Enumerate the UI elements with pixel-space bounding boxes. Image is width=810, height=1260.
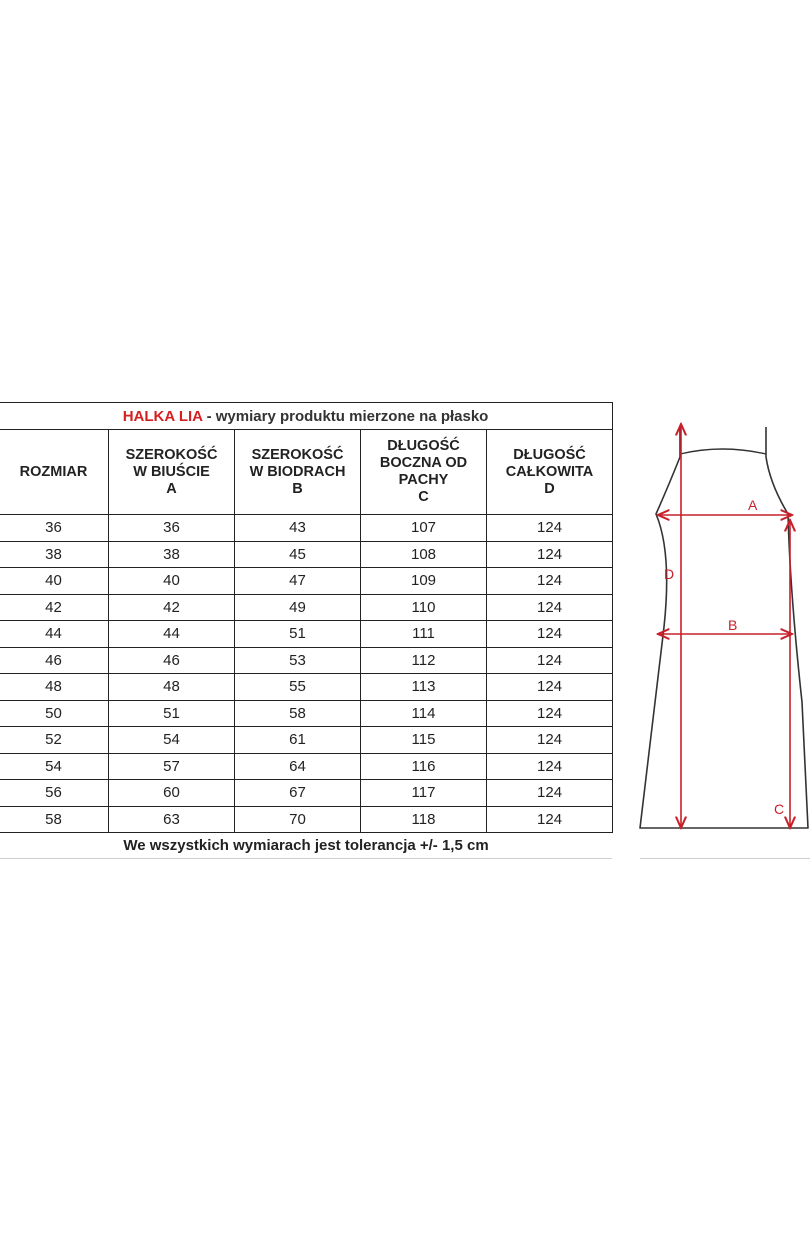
table-cell: 118 [361, 806, 487, 833]
table-cell: 109 [361, 568, 487, 595]
header-line: DŁUGOŚĆ [513, 446, 586, 463]
table-cell: 108 [361, 541, 487, 568]
table-cell: 58 [235, 700, 361, 727]
table-cell: 124 [487, 674, 613, 701]
table-cell: 51 [235, 621, 361, 648]
table-cell: 124 [487, 700, 613, 727]
header-line: SZEROKOŚĆ [251, 446, 344, 463]
size-chart [0, 402, 810, 862]
header-hip-width [235, 430, 361, 515]
table-cell: 110 [361, 594, 487, 621]
table-cell: 48 [109, 674, 235, 701]
table-cell: 114 [361, 700, 487, 727]
table-row [0, 594, 613, 621]
table-cell: 58 [0, 806, 109, 833]
label-b: B [728, 617, 738, 633]
table-cell: 54 [109, 727, 235, 754]
table-cell: 50 [0, 700, 109, 727]
table-cell: 57 [109, 753, 235, 780]
header-line: SZEROKOŚĆ [125, 446, 218, 463]
table-cell: 44 [109, 621, 235, 648]
table-cell: 124 [487, 541, 613, 568]
table-row [0, 647, 613, 674]
table-cell: 40 [0, 568, 109, 595]
table-cell: 42 [109, 594, 235, 621]
table-cell: 116 [361, 753, 487, 780]
table-cell: 61 [235, 727, 361, 754]
table-cell: 36 [0, 515, 109, 542]
header-line: PACHY [398, 472, 449, 488]
header-line: C [418, 489, 429, 505]
table-cell: 63 [109, 806, 235, 833]
table-cell: 44 [0, 621, 109, 648]
table-row [0, 780, 613, 807]
label-c: C [774, 801, 785, 817]
table-cell: 53 [235, 647, 361, 674]
header-line: W BIUŚCIE [133, 463, 210, 480]
table-cell: 45 [235, 541, 361, 568]
header-line: ROZMIAR [19, 463, 88, 480]
table-cell: 46 [0, 647, 109, 674]
table-row [0, 806, 613, 833]
table-cell: 113 [361, 674, 487, 701]
table-cell: 115 [361, 727, 487, 754]
table-row [0, 568, 613, 595]
table-cell: 43 [235, 515, 361, 542]
table-cell: 36 [109, 515, 235, 542]
header-line: D [544, 480, 555, 497]
table-cell: 124 [487, 647, 613, 674]
table-cell: 124 [487, 621, 613, 648]
table-cell: 112 [361, 647, 487, 674]
table-title [0, 403, 613, 430]
header-line: A [166, 480, 177, 497]
table-cell: 38 [0, 541, 109, 568]
table-cell: 49 [235, 594, 361, 621]
divider-line [0, 858, 612, 859]
header-line: BOCZNA OD [379, 455, 468, 471]
table-cell: 124 [487, 753, 613, 780]
table-row [0, 674, 613, 701]
table-row [0, 727, 613, 754]
header-size [0, 430, 109, 515]
table-cell: 60 [109, 780, 235, 807]
label-d: D [664, 566, 675, 582]
table-row [0, 621, 613, 648]
table-cell: 107 [361, 515, 487, 542]
table-cell: 48 [0, 674, 109, 701]
table-row [0, 700, 613, 727]
table-cell: 67 [235, 780, 361, 807]
header-line: CAŁKOWITA [505, 463, 594, 480]
table-row [0, 753, 613, 780]
table-cell: 124 [487, 515, 613, 542]
dress-outline [640, 427, 808, 828]
table-cell: 38 [109, 541, 235, 568]
table-cell: 42 [0, 594, 109, 621]
dress-diagram [620, 402, 810, 862]
table-cell: 40 [109, 568, 235, 595]
label-a: A [748, 497, 758, 513]
table-cell: 124 [487, 568, 613, 595]
neckline [680, 449, 766, 454]
header-line: B [292, 480, 303, 497]
header-line: W BIODRACH [249, 463, 346, 480]
table-cell: 55 [235, 674, 361, 701]
table-cell: 47 [235, 568, 361, 595]
header-total-length [487, 430, 613, 515]
table-cell: 64 [235, 753, 361, 780]
table-cell: 52 [0, 727, 109, 754]
table-title-row [0, 403, 613, 430]
table-cell: 124 [487, 594, 613, 621]
title-text: - wymiary produktu mierzone na płasko [202, 407, 489, 425]
table-row [0, 541, 613, 568]
table-cell: 70 [235, 806, 361, 833]
table-cell: 46 [109, 647, 235, 674]
table-cell: 111 [361, 621, 487, 648]
table-cell: 117 [361, 780, 487, 807]
product-name: HALKA LIA [122, 407, 203, 425]
tolerance-note: We wszystkich wymiarach jest tolerancja +/- 1,5 cm [123, 837, 489, 854]
size-table [0, 402, 613, 833]
table-cell: 124 [487, 727, 613, 754]
header-side-length [361, 430, 487, 515]
table-row [0, 515, 613, 542]
table-cell: 51 [109, 700, 235, 727]
table-cell: 56 [0, 780, 109, 807]
table-cell: 54 [0, 753, 109, 780]
header-row [0, 430, 613, 515]
table-body [0, 515, 613, 833]
table-cell: 124 [487, 780, 613, 807]
header-line: DŁUGOŚĆ [387, 438, 460, 454]
header-bust-width [109, 430, 235, 515]
table-cell: 124 [487, 806, 613, 833]
